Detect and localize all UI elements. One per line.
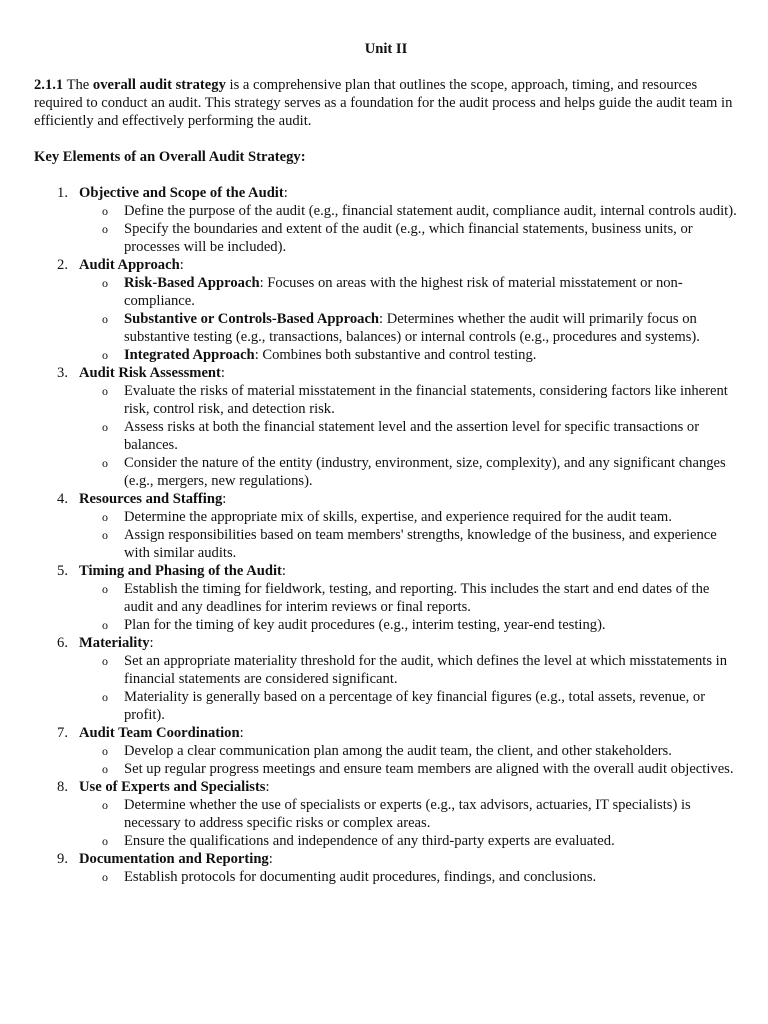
list-item-heading: Audit Approach: [79,257,184,273]
sub-list-item [79,616,738,634]
bullet-circle-icon: o [102,528,108,542]
bullet-circle-icon: o [102,834,108,848]
intro-term: overall audit strategy [92,77,226,93]
bullet-circle-icon: o [102,222,108,236]
bullet-circle-icon: o [102,762,108,776]
sub-item-text: Ensure the qualifications and independence of any third-party experts are evaluated. [124,833,615,849]
sub-list-item [79,688,738,724]
list-item-title: Resources and Staffing [79,491,223,507]
list-item [34,634,738,724]
sub-list-item [79,526,738,562]
bullet-circle-icon: o [102,798,108,812]
sub-item-text: Assign responsibilities based on team members' strengths, knowledge of the business, and experience with similar audits. [124,527,717,561]
list-item [34,850,738,886]
sub-list-item [79,508,738,526]
sub-item-text: Establish protocols for documenting audit procedures, findings, and conclusions. [124,869,597,885]
sub-list-item [79,868,738,886]
intro-pre: The [63,77,93,93]
bullet-circle-icon: o [102,348,108,362]
list-item-heading: Materiality: [79,635,154,651]
bullet-circle-icon: o [102,384,108,398]
bullet-circle-icon: o [102,276,108,290]
list-item [34,778,738,850]
bullet-circle-icon: o [102,312,108,326]
list-item-title: Audit Approach [79,257,180,273]
key-elements-list [34,184,738,886]
bullet-circle-icon: o [102,204,108,218]
sub-list [79,580,738,634]
list-item [34,562,738,634]
sub-item-text: Define the purpose of the audit (e.g., financial statement audit, compliance audit, internal controls audit). [124,203,737,219]
sub-item-term: Integrated Approach [124,347,255,363]
list-number: 7. [57,725,68,741]
list-item-title: Audit Risk Assessment [79,365,221,381]
sub-list [79,202,738,256]
sub-list-item [79,652,738,688]
bullet-circle-icon: o [102,744,108,758]
intro-body: is a comprehensive plan that outlines the scope, approach, timing, and resources required to conduct an audit. This strategy serves as a foundation for the audit process and helps guide the audit team in efficiently and effectively performing the audit. [34,77,733,129]
sub-list-item [79,310,738,346]
bullet-circle-icon: o [102,420,108,434]
list-item-heading: Documentation and Reporting: [79,851,273,867]
list-number: 1. [57,185,68,201]
bullet-circle-icon: o [102,618,108,632]
intro-paragraph [34,76,738,130]
list-number: 9. [57,851,68,867]
sub-list-item [79,202,738,220]
sub-list-item [79,760,738,778]
page-title: Unit II [364,41,408,57]
sub-item-text: Set an appropriate materiality threshold for the audit, which defines the level at which misstatements in financial statements are considered significant. [124,653,728,687]
list-item-heading: Timing and Phasing of the Audit: [79,563,286,579]
sub-list-item [79,220,738,256]
bullet-circle-icon: o [102,690,108,704]
list-item-title: Objective and Scope of the Audit [79,185,284,201]
bullet-circle-icon: o [102,456,108,470]
list-number: 8. [57,779,68,795]
list-number: 6. [57,635,68,651]
bullet-circle-icon: o [102,510,108,524]
bullet-circle-icon: o [102,582,108,596]
sub-item-text: Determine whether the use of specialists or experts (e.g., tax advisors, actuaries, IT specialists) is necessary to address specific risks or complex areas. [124,797,691,831]
list-item [34,364,738,490]
sub-list-item [79,832,738,850]
list-number: 2. [57,257,68,273]
section-number: 2.1.1 [34,77,64,93]
sub-list-item [79,580,738,616]
sub-list [79,508,738,562]
list-item-heading: Resources and Staffing: [79,491,227,507]
sub-item-text: : Combines both substantive and control testing. [254,347,537,363]
sub-item-text: : Determines whether the audit will primarily focus on substantive testing (e.g., transactions, balances) or internal controls (e.g., procedures and systems). [124,311,700,345]
list-item [34,490,738,562]
sub-item-text: Establish the timing for fieldwork, testing, and reporting. This includes the start and end dates of the audit and any deadlines for interim reviews or final reports. [124,581,710,615]
list-item-title: Use of Experts and Specialists [79,779,266,795]
list-number: 3. [57,365,68,381]
sub-list-item [79,274,738,310]
sub-item-term: Substantive or Controls-Based Approach [124,311,380,327]
sub-list [79,652,738,724]
sub-item-text: : Focuses on areas with the highest risk of material misstatement or non-compliance. [124,275,683,309]
bullet-circle-icon: o [102,654,108,668]
sub-list [79,796,738,850]
list-item-title: Audit Team Coordination [79,725,240,741]
list-number: 5. [57,563,68,579]
sub-list [79,742,738,778]
list-item-heading: Audit Risk Assessment: [79,365,225,381]
key-elements-heading: Key Elements of an Overall Audit Strategy: [34,149,306,165]
list-item [34,724,738,778]
sub-item-text: Set up regular progress meetings and ensure team members are aligned with the overall audit objectives. [124,761,734,777]
sub-item-text: Develop a clear communication plan among the audit team, the client, and other stakeholders. [124,743,672,759]
list-item-heading: Audit Team Coordination: [79,725,244,741]
sub-list [79,274,738,364]
sub-item-text: Materiality is generally based on a percentage of key financial figures (e.g., total assets, revenue, or profit). [124,689,706,723]
sub-list-item [79,418,738,454]
list-item-title: Documentation and Reporting [79,851,269,867]
sub-item-text: Evaluate the risks of material misstatement in the financial statements, considering factors like inherent risk, control risk, and detection risk. [124,383,728,417]
sub-item-text: Plan for the timing of key audit procedures (e.g., interim testing, year-end testing). [124,617,606,633]
sub-list-item [79,742,738,760]
sub-list-item [79,346,738,364]
sub-list [79,382,738,490]
sub-list-item [79,382,738,418]
list-item-heading: Objective and Scope of the Audit: [79,185,288,201]
sub-list-item [79,796,738,832]
sub-list-item [79,454,738,490]
sub-item-text: Specify the boundaries and extent of the audit (e.g., which financial statements, business units, or processes will be included). [124,221,693,255]
bullet-circle-icon: o [102,870,108,884]
sub-item-term: Risk-Based Approach [124,275,260,291]
sub-list [79,868,738,886]
list-item [34,184,738,256]
sub-item-text: Consider the nature of the entity (industry, environment, size, complexity), and any significant changes (e.g., mergers, new regulations). [124,455,726,489]
list-item [34,256,738,364]
list-item-heading: Use of Experts and Specialists: [79,779,270,795]
list-item-title: Materiality [79,635,150,651]
list-item-title: Timing and Phasing of the Audit [79,563,282,579]
sub-item-text: Assess risks at both the financial statement level and the assertion level for specific transactions or balances. [124,419,700,453]
list-number: 4. [57,491,68,507]
sub-item-text: Determine the appropriate mix of skills, expertise, and experience required for the audit team. [124,509,672,525]
